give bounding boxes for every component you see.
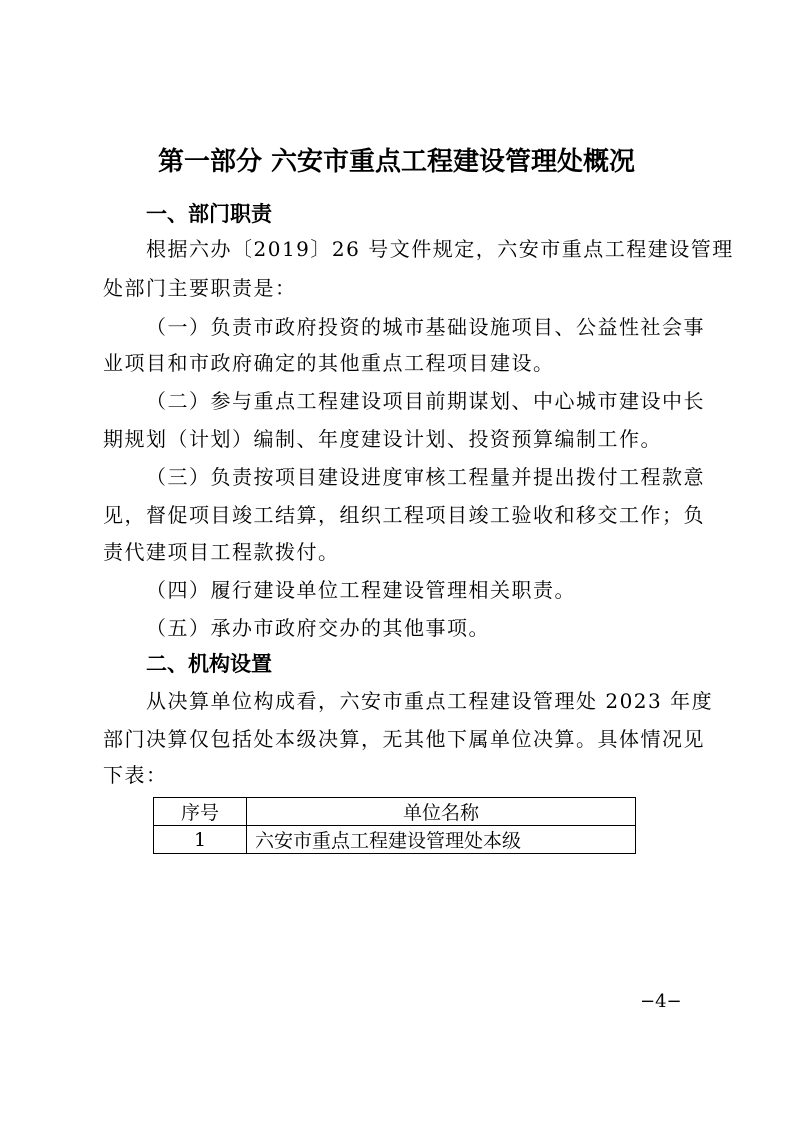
table-row	[154, 826, 636, 854]
duty-item-2-line: （二）参与重点工程建设项目前期谋划、中心城市建设中长	[146, 389, 705, 413]
page-title: 第一部分 六安市重点工程建设管理处概况	[157, 147, 636, 177]
section-heading-duties: 一、部门职责	[146, 202, 272, 226]
page-number: −4−	[640, 991, 682, 1012]
duty-item-1-line: 业项目和市政府确定的其他重点工程项目建设。	[103, 351, 555, 375]
table-header-seq: 序号	[154, 798, 247, 826]
duty-item-4-line: （四）履行建设单位工程建设管理相关职责。	[146, 578, 576, 602]
duty-item-5-line: （五）承办市政府交办的其他事项。	[146, 616, 490, 640]
duty-item-3-line: 见，督促项目竣工结算，组织工程项目竣工验收和移交工作；负	[103, 503, 705, 527]
duty-item-3-line: 责代建项目工程款拨付。	[103, 540, 340, 564]
table-header-row	[154, 798, 636, 826]
paragraph-line: 下表：	[103, 763, 168, 787]
table-cell-unit-name: 六安市重点工程建设管理处本级	[247, 826, 636, 854]
table-cell-seq: 1	[154, 826, 247, 854]
unit-table	[153, 797, 636, 854]
section-heading-organization: 二、机构设置	[146, 652, 272, 676]
paragraph-line: 根据六办〔2019〕26 号文件规定，六安市重点工程建设管理	[146, 237, 734, 261]
table-header-unit-name: 单位名称	[247, 798, 636, 826]
duty-item-1-line: （一）负责市政府投资的城市基础设施项目、公益性社会事	[146, 315, 705, 339]
paragraph-line: 处部门主要职责是：	[103, 276, 297, 300]
paragraph-line: 从决算单位构成看，六安市重点工程建设管理处 2023 年度	[146, 689, 714, 713]
duty-item-3-line: （三）负责按项目建设进度审核工程量并提出拨付工程款意	[146, 465, 705, 489]
paragraph-line: 部门决算仅包括处本级决算，无其他下属单位决算。具体情况见	[103, 727, 705, 751]
duty-item-2-line: 期规划（计划）编制、年度建设计划、投资预算编制工作。	[103, 427, 662, 451]
